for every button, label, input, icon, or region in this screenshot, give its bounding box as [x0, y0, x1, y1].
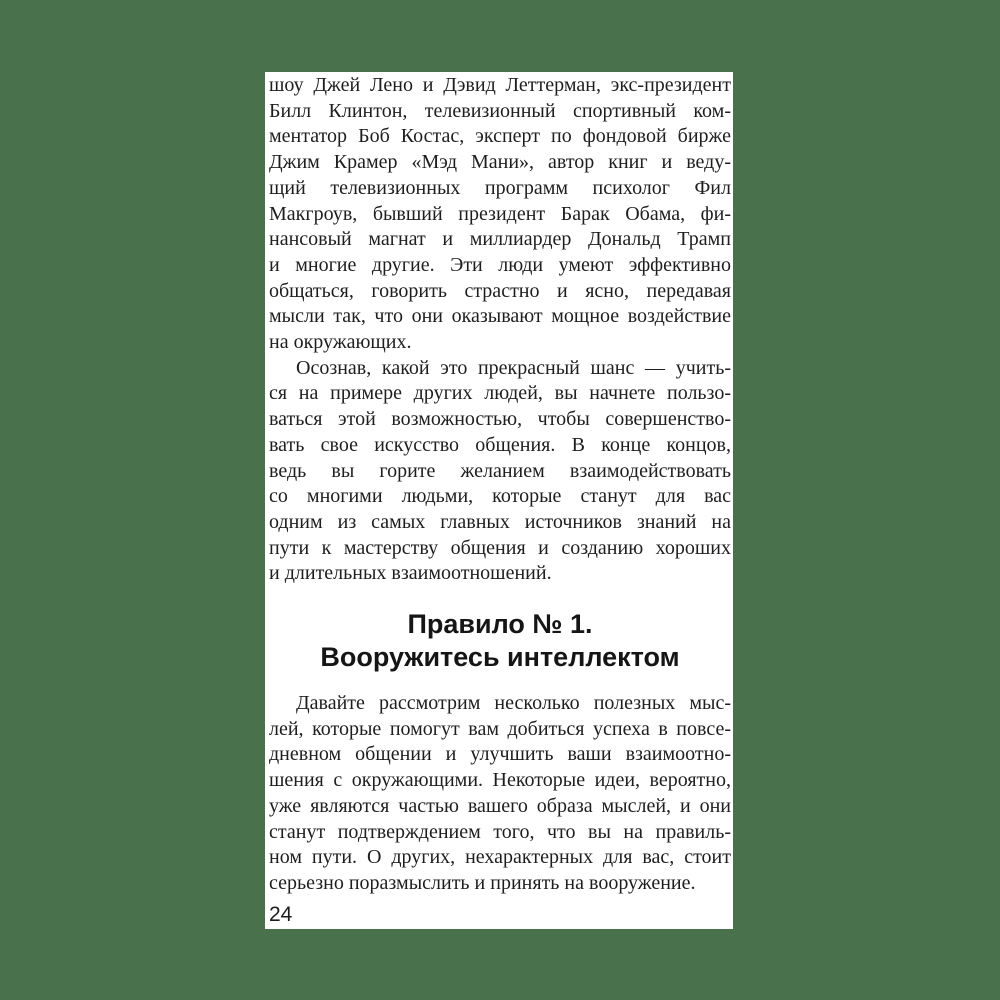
text-line: Джим Крамер «Мэд Мани», автор книг и веду-	[269, 151, 731, 174]
text-line: пути к мастерству общения и созданию хороших	[269, 536, 731, 559]
text-line: Билл Клинтон, телевизионный спортивный ком-	[269, 99, 731, 122]
text-line: Давайте рассмотрим несколько полезных мыс-	[296, 692, 731, 715]
text-line: со многими людьми, которые станут для вас	[269, 485, 731, 508]
page-number: 24	[269, 902, 293, 926]
text-line: одним из самых главных источников знаний на	[269, 510, 731, 533]
text-line: ваться этой возможностью, чтобы совершенство-	[269, 408, 731, 431]
text-line: серьезно поразмыслить и принять на вооружение.	[269, 871, 696, 894]
text-line: и длительных взаимоотношений.	[269, 562, 552, 585]
text-line: уже являются частью вашего образа мыслей, и они	[269, 794, 731, 817]
text-line: шоу Джей Лено и Дэвид Леттерман, экс-президент	[269, 74, 731, 96]
text-line: ся на примере других людей, вы начнете пользо-	[269, 382, 731, 405]
text-line: Осознав, какой это прекрасный шанс — учить-	[296, 356, 731, 379]
chapter-heading-line1: Правило № 1.	[407, 609, 593, 640]
chapter-heading-line2: Вооружитесь интеллектом	[320, 642, 680, 673]
text-line: мысли так, что они оказывают мощное воздействие	[269, 305, 731, 328]
text-line: нансовый магнат и миллиардер Дональд Трамп	[269, 228, 731, 251]
book-page	[265, 72, 733, 929]
text-line: лей, которые помогут вам добиться успеха в повсе-	[269, 717, 731, 740]
text-line: станут подтверждением того, что вы на правиль-	[269, 820, 731, 843]
text-line: общаться, говорить страстно и ясно, передавая	[269, 279, 731, 302]
text-line: ментатор Боб Костас, эксперт по фондовой бирже	[269, 125, 731, 148]
text-line: вать свое искусство общения. В конце концов,	[269, 433, 731, 456]
paragraph	[269, 691, 731, 897]
text-line: щий телевизионных программ психолог Фил	[269, 176, 731, 199]
paragraph	[269, 73, 731, 356]
text-line: ведь вы горите желанием взаимодействовать	[269, 459, 731, 482]
text-line: на окружающих.	[269, 331, 412, 354]
paragraph	[269, 356, 731, 587]
text-line: шения с окружающими. Некоторые идеи, вероятно,	[269, 769, 731, 792]
text-line: Макгроув, бывший президент Барак Обама, фи-	[269, 202, 731, 225]
text-line: ном пути. О других, нехарактерных для вас, стоит	[269, 846, 731, 869]
text-line: дневном общении и улучшить ваши взаимоотно-	[269, 743, 731, 766]
text-line: и многие другие. Эти люди умеют эффективно	[269, 253, 731, 276]
chapter-heading	[269, 608, 731, 674]
